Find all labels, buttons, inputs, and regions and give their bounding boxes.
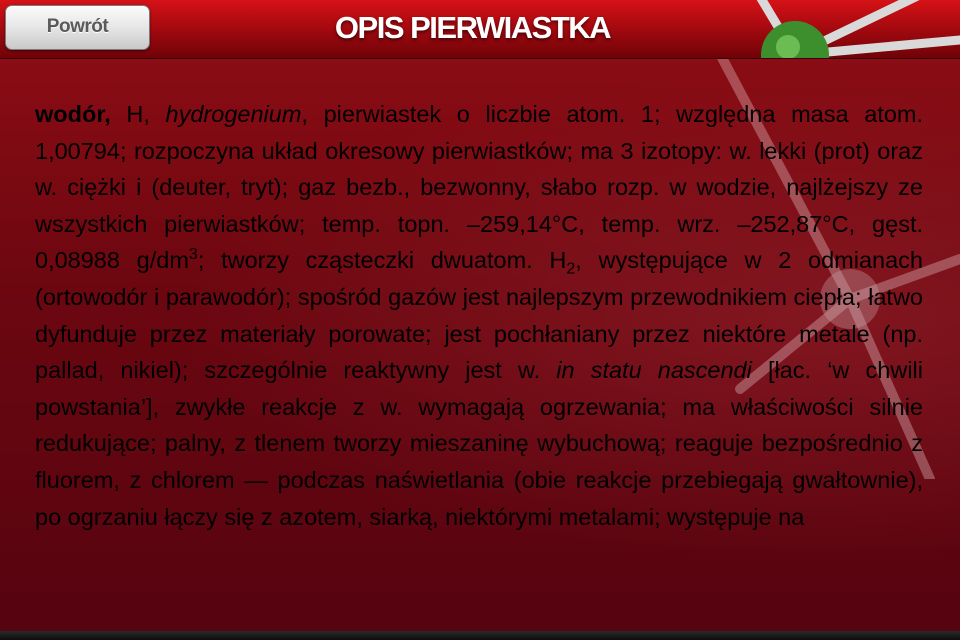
back-button-label: Powrót (46, 15, 109, 37)
element-description: wodór, H, hydrogenium, pierwiastek o liczbie atom. 1; względna masa atom. 1,00794; rozpoczyna układ okresowy pierwiastków; ma 3 izotopy: w. lekki (prot) oraz w. ciężki i (deuter, tryt); gaz bezb., bezwonny, słabo rozp. w wodzie, najlżejszy ze wszystkich pierwiastków; temp. topn. –259,14°C, temp. wrz. –252,87°C, gęst. 0,08988 $g/dm^3$; tworzy cząsteczki dwuatom. $H_2$, występujące w 2 odmianach (ortowodór i parawodór); spośród gazów jest najlepszym przewodnikiem ciepła; łatwo dyfunduje przez materiały porowate; jest pochłaniany przez niektóre metale (np. pallad, nikiel); szczególnie reaktywny jest w. in statu nascendi [łac. ‘w chwili powstania’], zwykłe reakcje z w. wymagają ogrzewania; ma właściwości silnie redukujące; palny, z tlenem tworzy mieszaninę wybuchową; reaguje bezpośrednio z fluorem, z chlorem — podczas naświetlania (obie reakcje przebiegają gwałtownie), po ogrzaniu łączy się z azotem, siarką, niektórymi metalami; występuje na (35, 101, 923, 530)
content-area (0, 59, 960, 631)
header-bar (0, 0, 960, 59)
latin-name: hydrogenium (165, 101, 302, 127)
element-name: wodór, (35, 101, 111, 127)
description-scroll-area[interactable] (35, 96, 923, 594)
page-title: OPIS PIERWIASTKA (334, 10, 611, 45)
bottom-bar (0, 631, 960, 640)
